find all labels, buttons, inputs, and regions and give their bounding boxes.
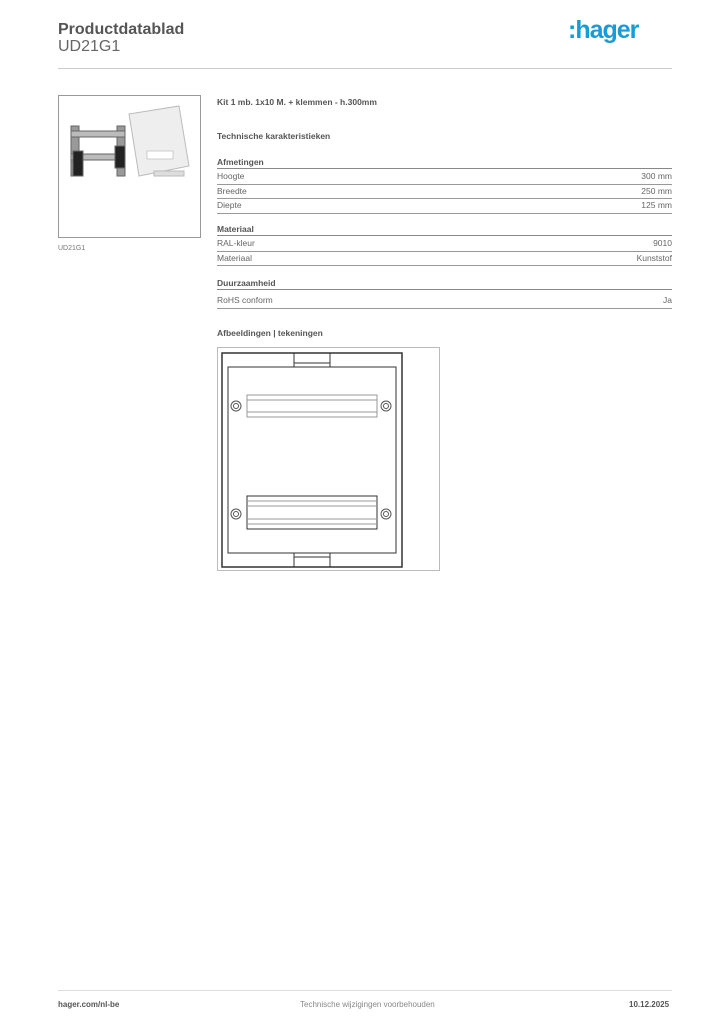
photo-caption: UD21G1	[58, 245, 86, 252]
row-label: Hoogte	[217, 171, 245, 181]
technical-drawing	[217, 347, 440, 571]
row-label: Diepte	[217, 200, 242, 210]
header-divider	[58, 68, 672, 69]
row-value: Kunststof	[636, 252, 672, 263]
footer-website[interactable]: hager.com/nl-be	[58, 1000, 120, 1009]
hager-logo: :hager	[568, 16, 639, 44]
product-description: Kit 1 mb. 1x10 M. + klemmen - h.300mm	[217, 97, 377, 107]
table-row	[217, 170, 672, 185]
section-afmetingen: Afmetingen	[217, 157, 672, 169]
row-value: 125 mm	[641, 200, 672, 210]
footer-note: Technische wijzigingen voorbehouden	[300, 1000, 435, 1009]
table-row	[217, 185, 672, 200]
tech-heading: Technische karakteristieken	[217, 131, 331, 141]
table-row	[217, 294, 672, 309]
row-value: 250 mm	[641, 185, 672, 196]
footer-date: 10.12.2025	[629, 1000, 670, 1009]
footer-divider	[58, 990, 672, 991]
row-value: 300 mm	[641, 171, 672, 181]
row-value: 9010	[653, 238, 672, 248]
row-value: Ja	[663, 295, 672, 305]
section-duurzaamheid: Duurzaamheid	[217, 278, 672, 290]
row-label: RoHS conform	[217, 295, 273, 305]
product-code: UD21G1	[58, 38, 121, 55]
row-label: Materiaal	[217, 252, 252, 263]
page-title: Productdatablad	[58, 21, 185, 38]
table-row	[217, 237, 672, 252]
table-row	[217, 252, 672, 267]
section-materiaal: Materiaal	[217, 224, 672, 236]
table-row	[217, 199, 672, 214]
row-label: RAL-kleur	[217, 238, 255, 248]
drawings-heading: Afbeeldingen | tekeningen	[217, 328, 323, 338]
product-photo	[58, 95, 201, 238]
row-label: Breedte	[217, 185, 247, 196]
